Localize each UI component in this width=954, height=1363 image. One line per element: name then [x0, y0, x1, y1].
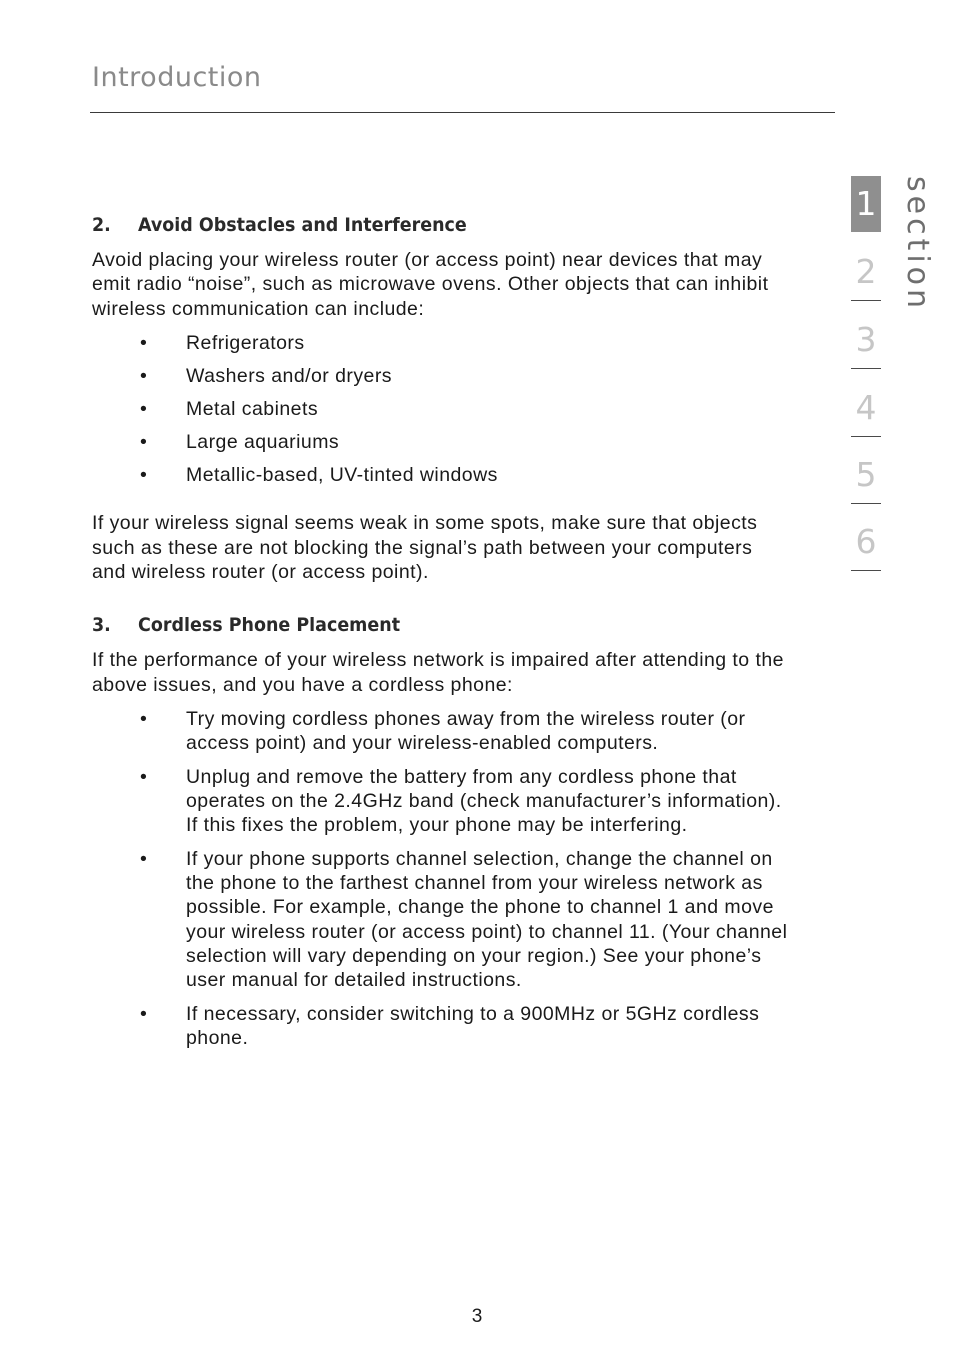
list-item-text: Refrigerators: [186, 331, 305, 354]
list-item: [92, 765, 792, 838]
section-tab-2[interactable]: 2: [851, 244, 881, 301]
list-item: [92, 397, 792, 421]
section-3-intro: If the performance of your wireless network is impaired after attending to the above issues, and you have a cordless phone:: [92, 649, 784, 696]
list-item: [92, 1002, 792, 1051]
bullet-icon: •: [140, 331, 148, 354]
section-tab-1[interactable]: 1: [851, 176, 881, 232]
header-divider: [90, 112, 835, 113]
page-number: 3: [471, 1306, 483, 1327]
section-3-number: 3.: [92, 614, 111, 637]
bullet-icon: •: [140, 847, 148, 870]
section-2-intro: Avoid placing your wireless router (or access point) near devices that may emit radio “noise”, such as microwave ovens. Other objects that can inhibit wireless communication can include:: [92, 249, 769, 320]
bullet-icon: •: [140, 765, 148, 788]
bullet-icon: •: [140, 398, 148, 421]
list-item: [92, 463, 792, 487]
section-2-number: 2.: [92, 214, 111, 236]
list-item-text: Metal cabinets: [186, 398, 319, 421]
section-3-title: Cordless Phone Placement: [138, 614, 401, 637]
list-item-text: Try moving cordless phones away from the wireless router (or access point) and your wireless-enabled computers.: [186, 707, 746, 755]
list-item-text: If your phone supports channel selection, change the channel on the phone to the farthest channel from your wireless network as possible. For example, change the phone to channel 1 and move your wireless router (or access point) to channel 11. (Your channel selection will vary depending on your region.) See your phone’s user manual for detailed instructions.: [186, 847, 788, 992]
main-content: [92, 214, 792, 1059]
section-tab-4[interactable]: 4: [851, 380, 881, 437]
bullet-icon: •: [140, 431, 148, 454]
section-2-heading: [92, 214, 736, 236]
list-item-text: If necessary, consider switching to a 900MHz or 5GHz cordless phone.: [186, 1002, 760, 1049]
bullet-icon: •: [140, 707, 148, 730]
list-item: [92, 364, 792, 388]
list-item-text: Metallic-based, UV-tinted windows: [186, 464, 498, 487]
list-item-text: Unplug and remove the battery from any cordless phone that operates on the 2.4GHz band (check manufacturer’s information). If this fixes the problem, your phone may be interfering.: [186, 765, 782, 837]
bullet-icon: •: [140, 364, 148, 387]
section-tab-3[interactable]: 3: [851, 312, 881, 369]
bullet-icon: •: [140, 1002, 148, 1025]
list-item: [92, 847, 792, 993]
list-item-text: Washers and/or dryers: [186, 364, 392, 387]
section-tab-6[interactable]: 6: [851, 514, 881, 571]
section-2-title: Avoid Obstacles and Interference: [138, 214, 467, 236]
list-item: [92, 707, 792, 756]
phone-tips-list: [92, 707, 792, 1050]
sidebar-section-label: section: [900, 176, 935, 313]
section-3-heading: [92, 614, 736, 636]
list-item-text: Large aquariums: [186, 431, 340, 454]
bullet-icon: •: [140, 464, 148, 487]
list-item: [92, 331, 792, 355]
page-header-title: Introduction: [92, 62, 262, 93]
section-tab-5[interactable]: 5: [851, 447, 881, 504]
list-item: [92, 430, 792, 454]
obstacle-list: [92, 331, 792, 488]
section-2-outro: If your wireless signal seems weak in some spots, make sure that objects such as these are not blocking the signal’s path between your computers and wireless router (or access point).: [92, 512, 758, 583]
